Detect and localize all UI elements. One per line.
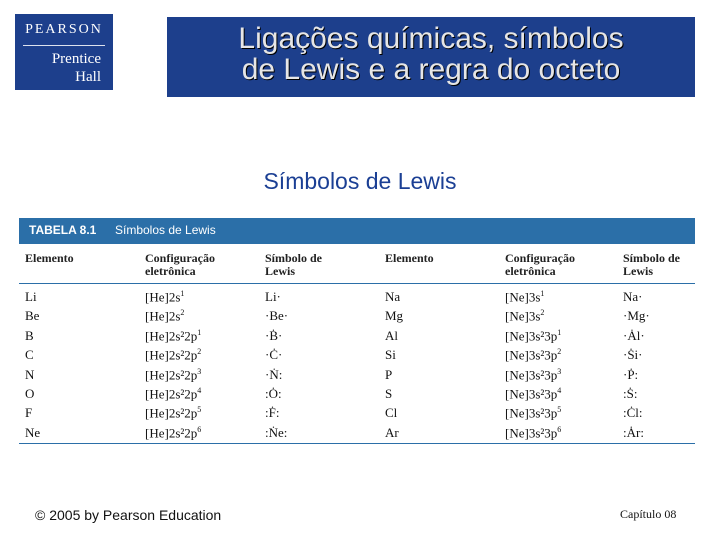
electron-config-cell: $[Ne]3s^23p^3$ <box>505 366 562 382</box>
lewis-symbol-cell: ·Ȧl· <box>623 327 645 343</box>
electron-config-cell: $[He]2s^22p^4$ <box>145 386 202 402</box>
copyright-footer: © 2005 by Pearson Education <box>35 507 222 523</box>
column-header-line-1: Elemento <box>25 251 74 265</box>
element-cell: Ne <box>25 424 41 440</box>
column-header <box>25 252 74 265</box>
electron-config-cell: $[He]2s^22p^6$ <box>145 424 202 441</box>
slide-title-line-2: de Lewis e a regra do octeto <box>241 53 621 86</box>
column-header <box>505 252 575 278</box>
column-header-line-1: Elemento <box>385 251 434 265</box>
element-cell: Be <box>25 308 40 324</box>
electron-config-cell: $[Ne]3s^23p^5$ <box>505 405 562 421</box>
element-cell: N <box>25 366 35 382</box>
table-bottom-rule <box>19 443 695 444</box>
lewis-symbol-cell: ·Ṗ: <box>623 366 639 382</box>
electron-config-cell: $[He]2s^1$ <box>145 289 185 305</box>
electron-config-cell: $[Ne]3s^23p^2$ <box>505 347 562 363</box>
element-cell: Mg <box>385 308 404 324</box>
element-cell: Li <box>25 289 37 304</box>
element-cell: B <box>25 327 34 343</box>
element-cell: Al <box>385 327 398 343</box>
column-header <box>385 252 434 265</box>
logo-brand: PEARSON <box>25 22 103 37</box>
column-header-line-1: Configuração <box>145 251 215 265</box>
lewis-symbols-table <box>19 218 695 444</box>
slide-title-line-1: Ligações químicas, símbolos <box>238 22 624 55</box>
lewis-symbol-cell: Li· <box>265 289 281 304</box>
element-cell: O <box>25 386 35 401</box>
column-header <box>623 252 680 278</box>
title-banner <box>167 17 695 97</box>
electron-config-cell: $[He]2s^22p^5$ <box>145 405 202 421</box>
pearson-prentice-hall-logo <box>15 14 113 90</box>
electron-config-cell: $[Ne]3s^1$ <box>505 289 545 305</box>
lewis-symbol-cell: :Ṅe: <box>265 424 288 440</box>
electron-config-cell: $[He]2s^22p^3$ <box>145 366 202 382</box>
column-header-line-1: Configuração <box>505 251 575 265</box>
electron-config-cell: $[Ne]3s^2$ <box>505 308 545 324</box>
element-cell: Na <box>385 289 401 304</box>
element-cell: F <box>25 405 33 421</box>
lewis-symbol-cell: ·Be· <box>265 308 289 324</box>
electron-config-cell: $[Ne]3s^23p^1$ <box>505 327 562 344</box>
column-header-line-2: Lewis <box>623 264 653 278</box>
logo-line-2: Hall <box>75 69 101 85</box>
table-number: TABELA 8.1 <box>29 223 97 237</box>
element-cell: Si <box>385 347 396 363</box>
slide-subtitle: Símbolos de Lewis <box>263 168 457 194</box>
lewis-symbol-cell: ·Ṅ: <box>265 366 283 382</box>
column-header <box>145 252 215 278</box>
electron-config-cell: $[Ne]3s^23p^4$ <box>505 386 562 402</box>
lewis-symbol-cell: ·Ṡi· <box>623 347 643 363</box>
table-name: Símbolos de Lewis <box>115 223 216 237</box>
electron-config-cell: $[Ne]3s^23p^6$ <box>505 424 562 441</box>
lewis-symbol-cell: :Ȯ: <box>265 386 282 401</box>
element-cell: Cl <box>385 405 398 421</box>
lewis-symbol-cell: :Ȧr: <box>623 424 644 440</box>
lewis-symbol-cell: ·Mg· <box>623 308 650 324</box>
chapter-footer: Capítulo 08 <box>620 507 677 521</box>
lewis-symbol-cell: ·Ḃ· <box>265 327 283 343</box>
electron-config-cell: $[He]2s^22p^1$ <box>145 327 202 344</box>
column-header-line-2: Lewis <box>265 264 295 278</box>
logo-line-1: Prentice <box>51 51 101 67</box>
element-cell: P <box>385 366 393 382</box>
slide-title <box>167 23 695 85</box>
column-header-line-1: Símbolo de <box>265 251 323 265</box>
element-cell: S <box>385 386 393 401</box>
logo-rule <box>23 45 105 46</box>
lewis-symbol-cell: :Ḟ: <box>265 405 280 421</box>
column-header <box>265 252 322 278</box>
electron-config-cell: $[He]2s^2$ <box>145 308 185 324</box>
lewis-symbol-cell: :Ṡ: <box>623 386 638 401</box>
lewis-symbol-cell: :Ċl: <box>623 405 643 421</box>
column-header-line-1: Símbolo de <box>623 251 681 265</box>
table-caption-bar <box>19 218 695 244</box>
element-cell: C <box>25 347 34 363</box>
lewis-symbol-cell: Na· <box>623 289 643 304</box>
column-header-line-2: eletrônica <box>145 264 196 278</box>
lewis-symbol-cell: ·Ċ· <box>265 347 283 363</box>
column-header-line-2: eletrônica <box>505 264 556 278</box>
header-divider <box>19 283 695 284</box>
element-cell: Ar <box>385 424 399 440</box>
electron-config-cell: $[He]2s^22p^2$ <box>145 347 202 363</box>
